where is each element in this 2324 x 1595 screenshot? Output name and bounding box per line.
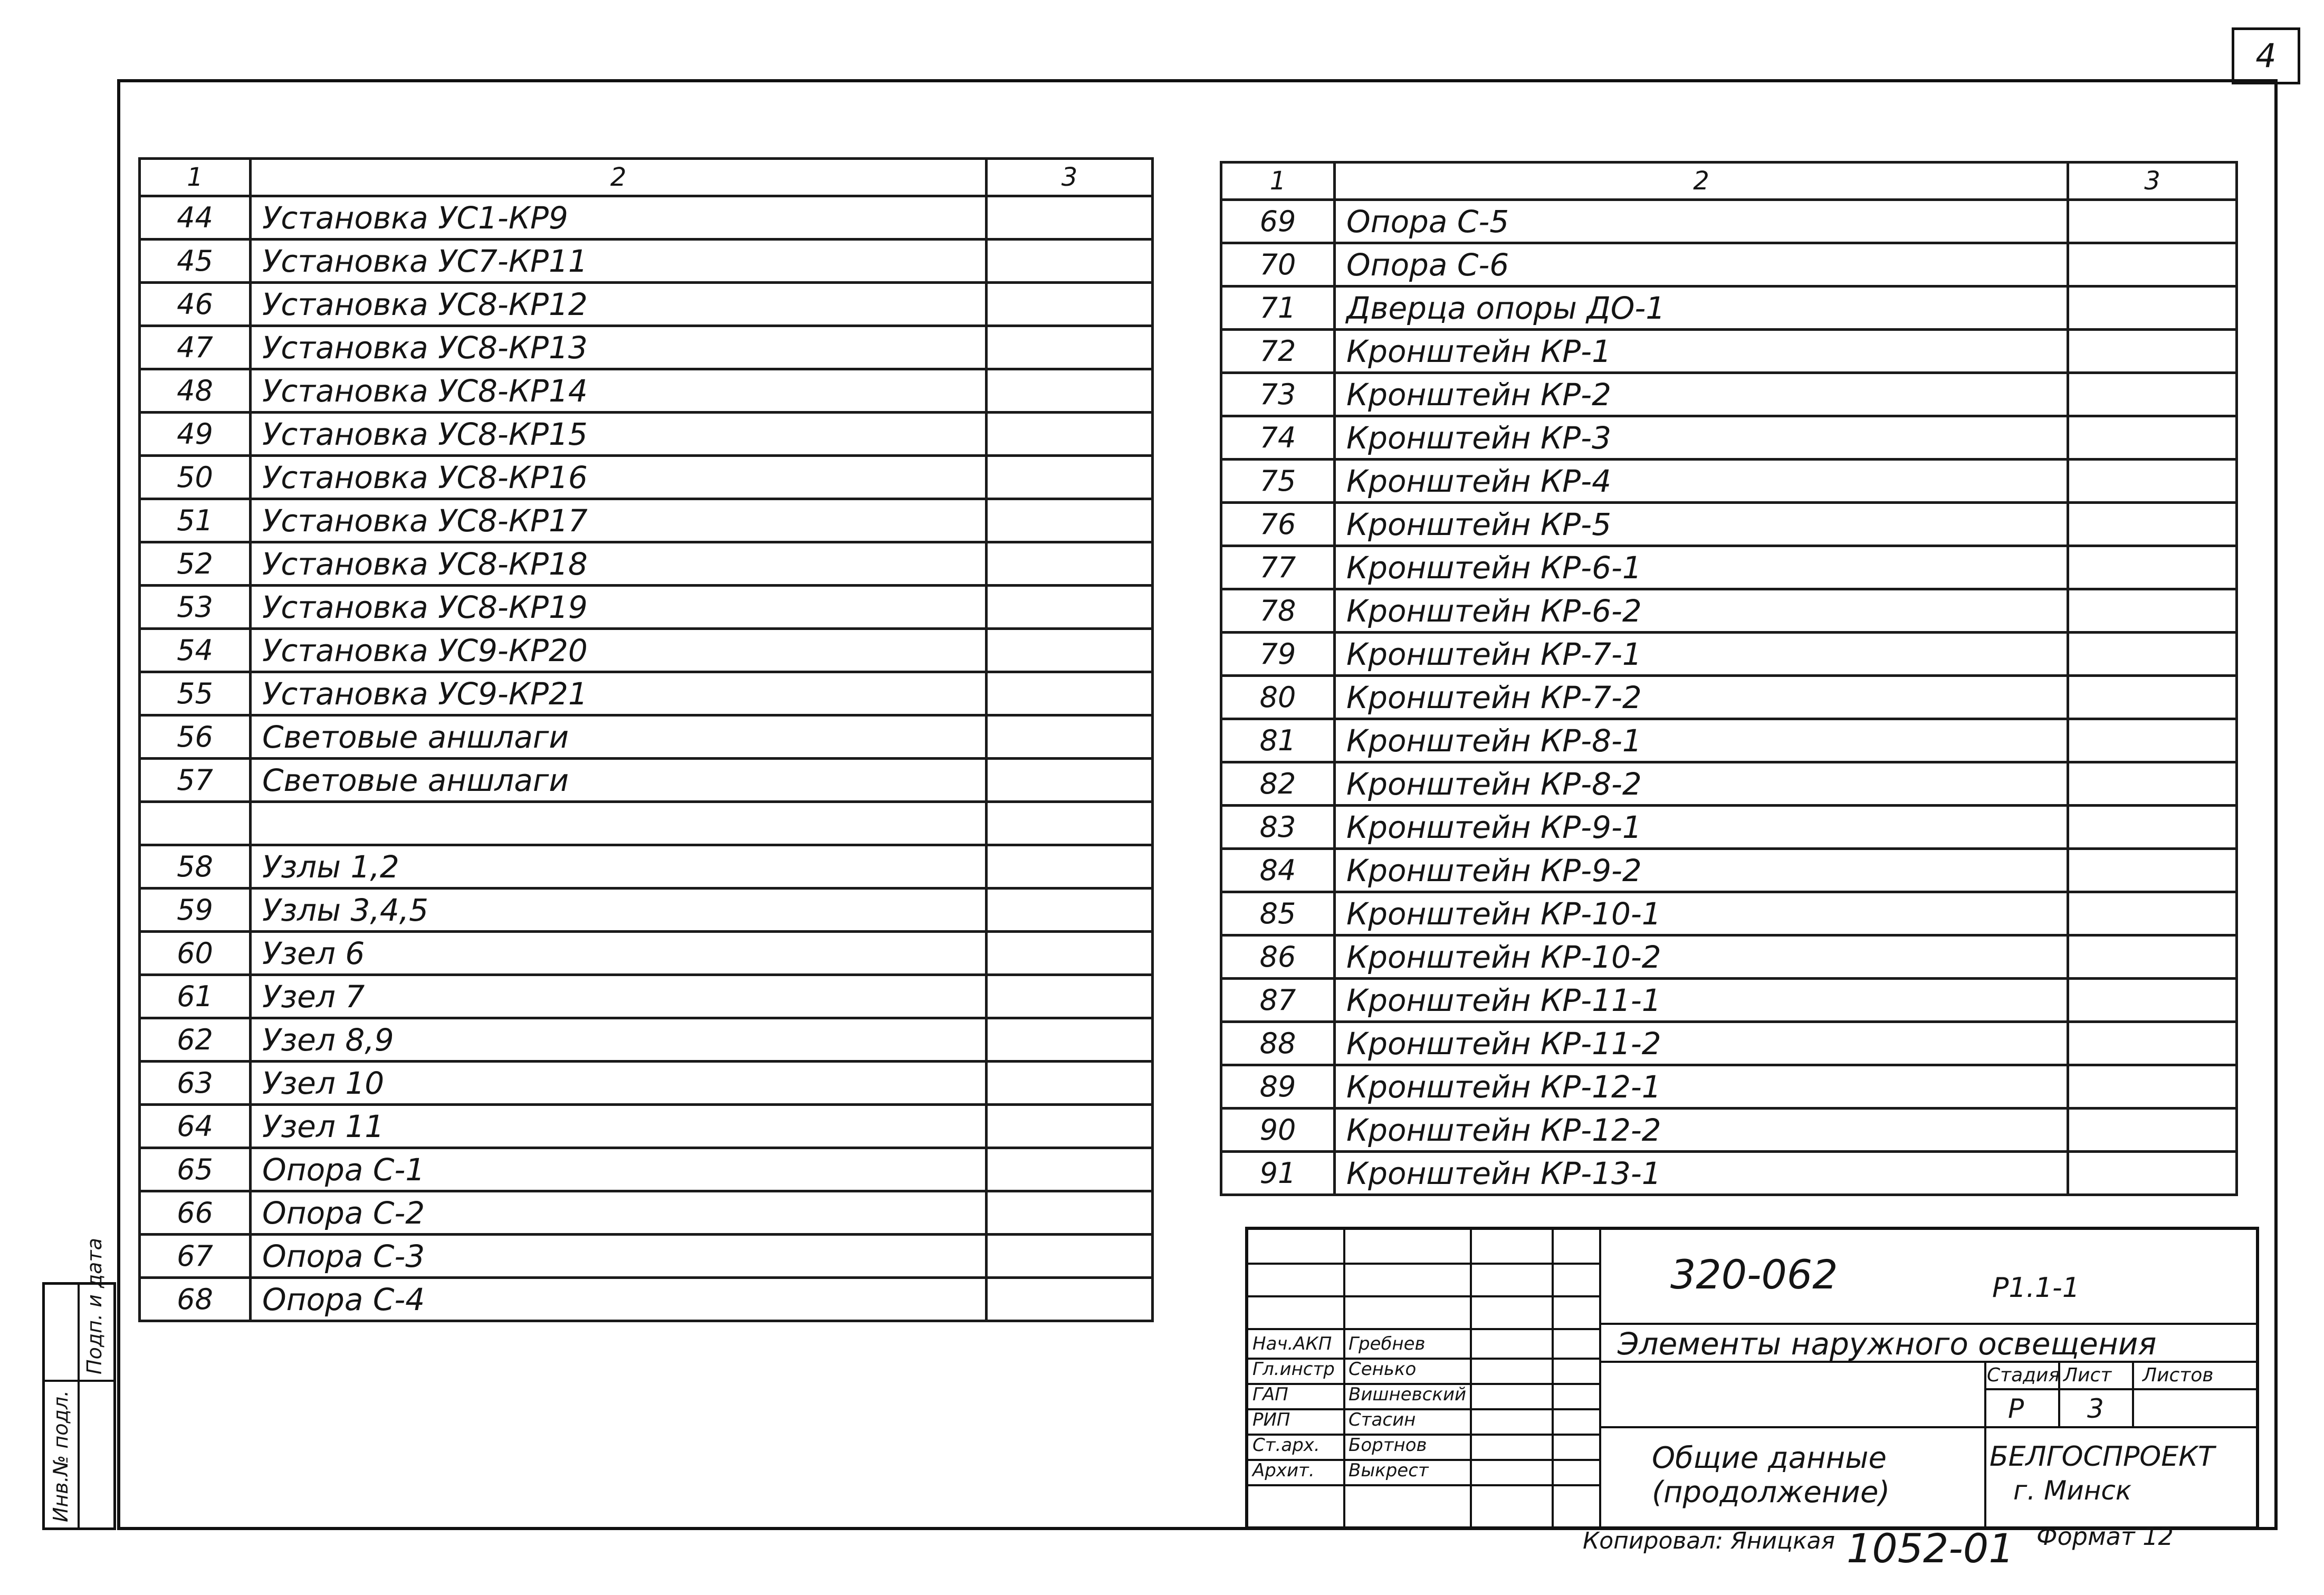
row-description: Узлы 1,2 — [251, 845, 987, 889]
row-note — [2068, 979, 2237, 1022]
row-number: 85 — [1221, 892, 1335, 935]
row-description: Установка УС8-КР17 — [251, 499, 987, 542]
row-note — [987, 715, 1153, 759]
row-number: 65 — [140, 1148, 251, 1191]
row-note — [987, 456, 1153, 499]
row-note — [987, 413, 1153, 456]
row-note — [987, 240, 1153, 283]
row-description: Световые аншлаги — [251, 759, 987, 802]
row-note — [987, 542, 1153, 586]
table-row — [140, 499, 1153, 542]
table-row — [140, 240, 1153, 283]
row-description: Кронштейн КР-9-1 — [1335, 806, 2068, 849]
row-number: 59 — [140, 889, 251, 932]
row-note — [987, 1062, 1153, 1105]
row-note — [2068, 1065, 2237, 1109]
row-note — [987, 369, 1153, 413]
table-row — [1221, 373, 2237, 416]
sheets-label: Листов — [2143, 1364, 2214, 1386]
row-note — [2068, 243, 2237, 286]
row-note — [987, 1235, 1153, 1278]
row-note — [987, 802, 1153, 845]
title-block — [1245, 1227, 2259, 1530]
row-number: 51 — [140, 499, 251, 542]
column-header: 1 — [140, 159, 251, 196]
sheet-number: 4 — [2232, 27, 2300, 84]
column-header: 2 — [251, 159, 987, 196]
row-description: Установка УС8-КР15 — [251, 413, 987, 456]
row-number: 86 — [1221, 935, 1335, 979]
row-number: 50 — [140, 456, 251, 499]
row-note — [2068, 503, 2237, 546]
row-description: Кронштейн КР-6-1 — [1335, 546, 2068, 589]
column-header: 1 — [1221, 163, 1335, 200]
row-number: 84 — [1221, 849, 1335, 892]
row-number: 91 — [1221, 1152, 1335, 1195]
row-number: 89 — [1221, 1065, 1335, 1109]
row-description: Узел 10 — [251, 1062, 987, 1105]
margin-stamp — [42, 1238, 116, 1530]
signature-name: Гребнев — [1349, 1333, 1426, 1354]
row-number: 88 — [1221, 1022, 1335, 1065]
table-row — [1221, 546, 2237, 589]
table-row — [1221, 416, 2237, 460]
row-description: Кронштейн КР-10-2 — [1335, 935, 2068, 979]
row-note — [987, 932, 1153, 975]
row-note — [2068, 1022, 2237, 1065]
row-note — [2068, 589, 2237, 633]
row-description: Опора С-1 — [251, 1148, 987, 1191]
row-description: Кронштейн КР-3 — [1335, 416, 2068, 460]
row-note — [987, 283, 1153, 326]
row-description: Световые аншлаги — [251, 715, 987, 759]
sheet-title-line2: (продолжение) — [1652, 1475, 1890, 1510]
table-row — [140, 889, 1153, 932]
sheet-title-line1: Общие данные — [1652, 1441, 1887, 1475]
row-description: Кронштейн КР-9-2 — [1335, 849, 2068, 892]
row-note — [2068, 416, 2237, 460]
row-note — [987, 1148, 1153, 1191]
table-row — [140, 196, 1153, 240]
row-note — [987, 889, 1153, 932]
row-note — [2068, 806, 2237, 849]
row-description: Кронштейн КР-11-1 — [1335, 979, 2068, 1022]
row-note — [2068, 849, 2237, 892]
row-description: Узел 8,9 — [251, 1018, 987, 1062]
row-number: 52 — [140, 542, 251, 586]
row-description: Установка УС1-КР9 — [251, 196, 987, 240]
row-description: Опора С-5 — [1335, 200, 2068, 243]
row-description: Кронштейн КР-6-2 — [1335, 589, 2068, 633]
table-row — [140, 1148, 1153, 1191]
table-row — [140, 715, 1153, 759]
sheet-code: Р1.1-1 — [1992, 1272, 2080, 1304]
organization-name: БЕЛГОСПРОЕКТ — [1990, 1441, 2215, 1473]
row-description: Кронштейн КР-5 — [1335, 503, 2068, 546]
row-description: Кронштейн КР-12-2 — [1335, 1109, 2068, 1152]
table-row — [1221, 286, 2237, 330]
row-note — [987, 1018, 1153, 1062]
table-row — [1221, 243, 2237, 286]
row-note — [2068, 286, 2237, 330]
row-description: Установка УС8-КР16 — [251, 456, 987, 499]
table-row — [140, 456, 1153, 499]
row-description: Опора С-4 — [251, 1278, 987, 1321]
column-header: 2 — [1335, 163, 2068, 200]
row-number: 53 — [140, 586, 251, 629]
row-description: Опора С-6 — [1335, 243, 2068, 286]
row-note — [2068, 1152, 2237, 1195]
column-header: 3 — [987, 159, 1153, 196]
copied-by: Копировал: Яницкая — [1583, 1527, 1835, 1554]
row-number: 44 — [140, 196, 251, 240]
row-number: 74 — [1221, 416, 1335, 460]
row-number: 54 — [140, 629, 251, 672]
row-number: 68 — [140, 1278, 251, 1321]
row-note — [2068, 935, 2237, 979]
row-number: 48 — [140, 369, 251, 413]
row-note — [2068, 676, 2237, 719]
table-row — [1221, 719, 2237, 762]
row-description: Кронштейн КР-10-1 — [1335, 892, 2068, 935]
table-row — [140, 586, 1153, 629]
row-note — [987, 672, 1153, 715]
row-number: 75 — [1221, 460, 1335, 503]
table-row — [140, 1105, 1153, 1148]
stage-value: Р — [2008, 1393, 2024, 1424]
row-number: 77 — [1221, 546, 1335, 589]
row-description: Установка УС9-КР20 — [251, 629, 987, 672]
document-code: 320-062 — [1670, 1251, 1838, 1298]
row-description: Кронштейн КР-2 — [1335, 373, 2068, 416]
row-description: Установка УС9-КР21 — [251, 672, 987, 715]
organization-city: г. Минск — [2013, 1475, 2132, 1506]
signature-role: Нач.АКП — [1252, 1333, 1332, 1354]
row-description: Кронштейн КР-4 — [1335, 460, 2068, 503]
row-number: 64 — [140, 1105, 251, 1148]
row-note — [987, 845, 1153, 889]
table-row — [140, 1062, 1153, 1105]
row-description: Кронштейн КР-8-2 — [1335, 762, 2068, 806]
row-number: 78 — [1221, 589, 1335, 633]
table-row — [140, 1018, 1153, 1062]
signature-date-label: Подп. и дата — [83, 1238, 106, 1374]
column-header: 3 — [2068, 163, 2237, 200]
row-number: 73 — [1221, 373, 1335, 416]
signature-name: Бортнов — [1349, 1435, 1427, 1456]
row-number: 61 — [140, 975, 251, 1018]
row-description: Установка УС7-КР11 — [251, 240, 987, 283]
row-note — [987, 975, 1153, 1018]
table-header-row — [1221, 163, 2237, 200]
row-number: 47 — [140, 326, 251, 369]
table-row — [1221, 676, 2237, 719]
row-note — [2068, 892, 2237, 935]
signature-role: РИП — [1252, 1409, 1290, 1430]
table-row — [1221, 806, 2237, 849]
table-row — [1221, 762, 2237, 806]
row-description: Дверца опоры ДО-1 — [1335, 286, 2068, 330]
table-row — [1221, 1152, 2237, 1195]
table-row — [140, 413, 1153, 456]
left-spec-table — [138, 157, 1154, 1322]
table-row — [140, 369, 1153, 413]
row-number: 56 — [140, 715, 251, 759]
row-note — [987, 1191, 1153, 1235]
row-note — [2068, 546, 2237, 589]
table-row — [1221, 503, 2237, 546]
row-number: 46 — [140, 283, 251, 326]
row-note — [2068, 460, 2237, 503]
row-note — [987, 586, 1153, 629]
row-note — [987, 1278, 1153, 1321]
row-note — [2068, 719, 2237, 762]
row-note — [987, 1105, 1153, 1148]
table-row — [1221, 979, 2237, 1022]
table-row — [140, 629, 1153, 672]
row-note — [987, 326, 1153, 369]
row-description: Установка УС8-КР19 — [251, 586, 987, 629]
table-row — [140, 1191, 1153, 1235]
row-description: Узел 7 — [251, 975, 987, 1018]
project-title: Элементы наружного освещения — [1618, 1326, 2157, 1362]
row-description — [251, 802, 987, 845]
signature-name: Стасин — [1349, 1409, 1416, 1430]
row-number: 60 — [140, 932, 251, 975]
row-number: 76 — [1221, 503, 1335, 546]
table-row — [1221, 892, 2237, 935]
signature-role: ГАП — [1252, 1384, 1288, 1405]
table-row — [1221, 849, 2237, 892]
row-note — [987, 759, 1153, 802]
row-description: Кронштейн КР-11-2 — [1335, 1022, 2068, 1065]
row-note — [2068, 200, 2237, 243]
row-number: 79 — [1221, 633, 1335, 676]
table-row — [1221, 1065, 2237, 1109]
row-note — [987, 499, 1153, 542]
row-note — [2068, 762, 2237, 806]
table-row — [1221, 935, 2237, 979]
signature-role: Гл.инстр — [1252, 1359, 1335, 1380]
row-note — [987, 196, 1153, 240]
table-row — [140, 1278, 1153, 1321]
sheet-value: 3 — [2087, 1393, 2104, 1424]
table-row — [140, 845, 1153, 889]
row-number: 90 — [1221, 1109, 1335, 1152]
row-description: Кронштейн КР-8-1 — [1335, 719, 2068, 762]
inventory-label: Инв.№ подл. — [49, 1390, 72, 1522]
table-row — [140, 326, 1153, 369]
table-row — [140, 759, 1153, 802]
row-description: Кронштейн КР-1 — [1335, 330, 2068, 373]
row-note — [987, 629, 1153, 672]
row-number: 72 — [1221, 330, 1335, 373]
row-number: 71 — [1221, 286, 1335, 330]
row-note — [2068, 633, 2237, 676]
table-row — [140, 932, 1153, 975]
table-header-row — [140, 159, 1153, 196]
row-number: 82 — [1221, 762, 1335, 806]
row-number: 81 — [1221, 719, 1335, 762]
table-row — [1221, 589, 2237, 633]
row-number: 80 — [1221, 676, 1335, 719]
signature-name: Вишневский — [1349, 1384, 1467, 1405]
row-description: Установка УС8-КР18 — [251, 542, 987, 586]
table-row — [1221, 460, 2237, 503]
table-row — [140, 802, 1153, 845]
row-description: Узел 6 — [251, 932, 987, 975]
row-number: 57 — [140, 759, 251, 802]
table-row — [1221, 330, 2237, 373]
row-number: 66 — [140, 1191, 251, 1235]
row-description: Кронштейн КР-12-1 — [1335, 1065, 2068, 1109]
sheet-label: Лист — [2063, 1364, 2112, 1386]
row-number: 63 — [140, 1062, 251, 1105]
signature-name: Сенько — [1349, 1359, 1417, 1380]
row-description: Узел 11 — [251, 1105, 987, 1148]
table-row — [1221, 200, 2237, 243]
table-row — [1221, 1022, 2237, 1065]
row-number: 49 — [140, 413, 251, 456]
row-number: 67 — [140, 1235, 251, 1278]
table-row — [140, 542, 1153, 586]
table-row — [1221, 633, 2237, 676]
row-note — [2068, 330, 2237, 373]
sheet-format: Формат 12 — [2036, 1522, 2174, 1551]
row-number: 58 — [140, 845, 251, 889]
signature-role: Архит. — [1252, 1460, 1315, 1481]
row-description: Кронштейн КР-7-1 — [1335, 633, 2068, 676]
table-row — [140, 283, 1153, 326]
row-number: 55 — [140, 672, 251, 715]
row-description: Узлы 3,4,5 — [251, 889, 987, 932]
table-row — [1221, 1109, 2237, 1152]
table-row — [140, 1235, 1153, 1278]
right-spec-table — [1220, 161, 2238, 1196]
row-description: Опора С-2 — [251, 1191, 987, 1235]
table-row — [140, 672, 1153, 715]
inventory-number: 1052-01 — [1847, 1525, 2014, 1572]
row-number: 83 — [1221, 806, 1335, 849]
row-number: 45 — [140, 240, 251, 283]
row-note — [2068, 373, 2237, 416]
row-description: Кронштейн КР-7-2 — [1335, 676, 2068, 719]
table-row — [140, 975, 1153, 1018]
signature-role: Ст.арх. — [1252, 1435, 1320, 1456]
row-number — [140, 802, 251, 845]
row-note — [2068, 1109, 2237, 1152]
row-description: Кронштейн КР-13-1 — [1335, 1152, 2068, 1195]
row-number: 69 — [1221, 200, 1335, 243]
row-description: Установка УС8-КР14 — [251, 369, 987, 413]
row-description: Опора С-3 — [251, 1235, 987, 1278]
stage-label: Стадия — [1987, 1364, 2060, 1386]
row-number: 62 — [140, 1018, 251, 1062]
row-description: Установка УС8-КР13 — [251, 326, 987, 369]
signature-name: Выкрест — [1349, 1460, 1429, 1481]
row-number: 87 — [1221, 979, 1335, 1022]
row-description: Установка УС8-КР12 — [251, 283, 987, 326]
row-number: 70 — [1221, 243, 1335, 286]
